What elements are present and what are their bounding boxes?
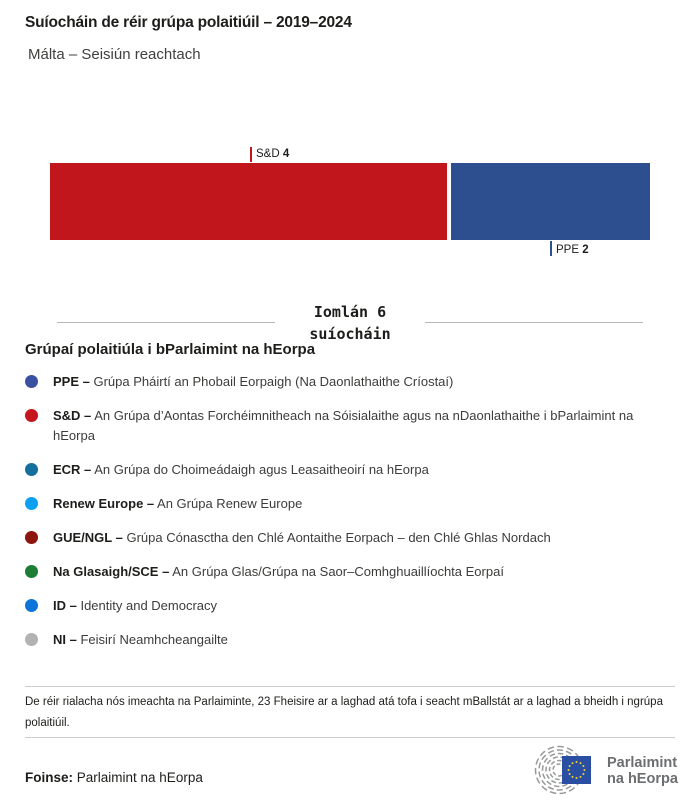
- legend-label: [53, 562, 504, 582]
- source-label: Foinse:: [25, 770, 74, 785]
- source-value: Parlaimint na hEorpa: [73, 770, 203, 785]
- bar-segment-sd: [50, 163, 447, 240]
- legend-abbr: ID –: [53, 598, 77, 613]
- legend-abbr: NI –: [53, 632, 77, 647]
- legend-item-ni: [25, 630, 673, 650]
- ppe-bar-label: [556, 244, 589, 256]
- legend-label: [53, 406, 673, 446]
- legend-desc: An Grúpa do Choimeádaigh agus Leasaitheoirí na hEorpa: [94, 462, 429, 477]
- legend-abbr: PPE –: [53, 374, 90, 389]
- logo-wordmark-line1: Parlaimint: [607, 755, 678, 771]
- footnote-divider-top: [25, 686, 675, 687]
- legend-item-greens: [25, 562, 673, 582]
- source-line: [25, 770, 203, 785]
- legend-item-renew: [25, 494, 673, 514]
- sd-bar-label: [256, 148, 289, 160]
- logo-wordmark: [607, 755, 678, 787]
- legend-label: [53, 494, 302, 514]
- legend-desc: An Grúpa Glas/Grúpa na Saor–Comhghuaillíochta Eorpaí: [172, 564, 504, 579]
- greens-color-dot: [25, 565, 38, 578]
- legend-desc: An Grúpa Renew Europe: [157, 496, 303, 511]
- total-divider-left: [57, 322, 275, 323]
- legend-abbr: Na Glasaigh/SCE –: [53, 564, 170, 579]
- id-color-dot: [25, 599, 38, 612]
- legend-heading: Grúpaí polaitiúla i bParlaimint na hEorpa: [25, 341, 316, 358]
- page-subtitle: Málta – Seisiún reachtach: [28, 46, 201, 63]
- legend-item-sd: [25, 406, 673, 446]
- legend-label: [53, 528, 551, 548]
- legend-desc: Grúpa Pháirtí an Phobail Eorpaigh (Na Daonlathaithe Críostaí): [93, 374, 454, 389]
- total-divider-right: [425, 322, 643, 323]
- ppe-tick-mark: [550, 241, 552, 256]
- legend-label: [53, 372, 453, 392]
- legend-desc: An Grúpa d’Aontas Forchéimnitheach na Sóisialaithe agus na nDaonlathaithe i bParlaimint na hEorpa: [53, 408, 634, 443]
- legend-item-guengl: [25, 528, 673, 548]
- legend-desc: Feisirí Neamhcheangailte: [80, 632, 228, 647]
- legend-item-ppe: [25, 372, 673, 392]
- legend: [25, 372, 673, 664]
- legend-desc: Identity and Democracy: [80, 598, 218, 613]
- ppe-color-dot: [25, 375, 38, 388]
- logo-wordmark-line2: na hEorpa: [607, 771, 678, 787]
- footnote-divider-bottom: [25, 737, 675, 738]
- page-title: Suíocháin de réir grúpa polaitiúil – 2019–2024: [25, 14, 352, 31]
- legend-label: [53, 630, 228, 650]
- total-seats-line2: suíocháin: [309, 325, 391, 343]
- total-seats-line1: Iomlán 6: [313, 303, 387, 321]
- ecr-color-dot: [25, 463, 38, 476]
- hemicycle-eu-flag-icon: [533, 743, 599, 799]
- sd-abbr: S&D: [256, 148, 280, 160]
- legend-item-id: [25, 596, 673, 616]
- legend-abbr: S&D –: [53, 408, 92, 423]
- guengl-color-dot: [25, 531, 38, 544]
- legend-label: [53, 596, 217, 616]
- legend-abbr: GUE/NGL –: [53, 530, 123, 545]
- ppe-seat-count: 2: [582, 244, 589, 256]
- bar-segment-ppe: [451, 163, 650, 240]
- legend-abbr: ECR –: [53, 462, 92, 477]
- legend-abbr: Renew Europe –: [53, 496, 155, 511]
- renew-color-dot: [25, 497, 38, 510]
- legend-desc: Grúpa Cónasctha den Chlé Aontaithe Eorpach – den Chlé Ghlas Nordach: [126, 530, 551, 545]
- footnote: De réir rialacha nós imeachta na Parlaiminte, 23 Fheisire ar a laghad atá tofa i seacht mBallstát ar a laghad a bheidh i ngrúpa polaitiúil.: [25, 696, 663, 729]
- legend-item-ecr: [25, 460, 673, 480]
- sd-color-dot: [25, 409, 38, 422]
- ni-color-dot: [25, 633, 38, 646]
- ppe-abbr: PPE: [556, 244, 580, 256]
- sd-seat-count: 4: [282, 148, 290, 160]
- total-seats-label: [250, 301, 450, 345]
- sd-tick-mark: [250, 147, 252, 162]
- legend-label: [53, 460, 429, 480]
- european-parliament-logo: [533, 743, 678, 799]
